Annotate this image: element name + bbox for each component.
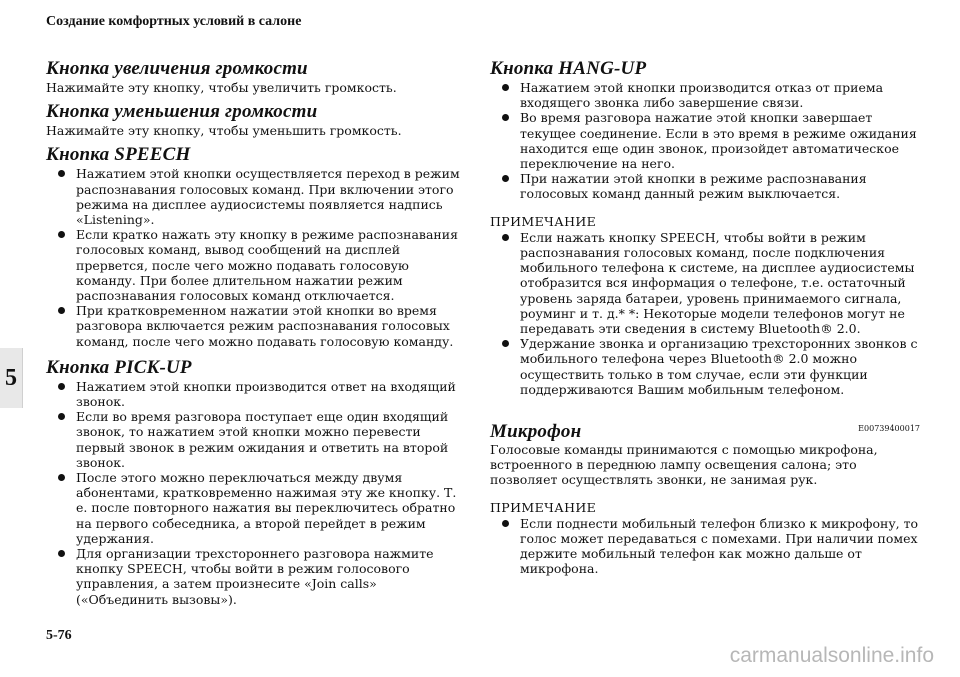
section-title-speech: Кнопка SPEECH	[46, 144, 191, 166]
section-volume-up	[46, 58, 461, 95]
note-block-1	[490, 214, 920, 397]
bullet-item: Во время разговора нажатие этой кнопки завершает текущее соединение. Если в это время в режиме ожидания находится еще один звонок, произойдет автоматическое переключение на него.	[490, 110, 920, 171]
watermark: carmanualsonline.info	[729, 644, 934, 667]
section-speech	[46, 144, 461, 348]
bullet-item: Для организации трехстороннего разговора нажмите кнопку SPEECH, чтобы войти в режим голосового управления, а затем произнесите «Join calls» («Объединить вызовы»).	[46, 546, 461, 607]
bullet-item: При кратковременном нажатии этой кнопки во время разговора включается режим распознавания голосовых команд, после чего можно подавать голосовую команду.	[46, 303, 461, 349]
bullet-item: При нажатии этой кнопки в режиме распознавания голосовых команд данный режим выключается.	[490, 171, 920, 201]
bullet-item: Если кратко нажать эту кнопку в режиме распознавания голосовых команд, вывод сообщений на дисплей прервется, после чего можно подавать голосовую команду. При более длительном нажатии режим распознавания голосовых команд отключается.	[46, 227, 461, 303]
bullet-list-speech	[46, 166, 461, 348]
bullet-item: После этого можно переключаться между двумя абонентами, кратковременно нажимая эту же кнопку. Т. е. после повторного нажатия вы переключитесь обратно на первого собеседника, а второй перейдет в режим удержания.	[46, 470, 461, 546]
section-title-pickup: Кнопка PICK-UP	[46, 356, 192, 378]
page-number: 5-76	[46, 628, 72, 643]
section-hangup	[490, 58, 920, 202]
section-title-hangup: Кнопка HANG-UP	[490, 58, 647, 79]
section-text-volume-up: Нажимайте эту кнопку, чтобы увеличить громкость.	[46, 80, 397, 95]
microphone-heading-row	[490, 415, 920, 442]
bullet-list-note-2	[490, 516, 920, 577]
chapter-tab: 5	[0, 348, 23, 408]
bullet-list-hangup	[490, 80, 920, 202]
section-volume-down	[46, 101, 461, 138]
right-column	[490, 52, 920, 585]
note-label: ПРИМЕЧАНИЕ	[490, 213, 597, 229]
bullet-item: Нажатием этой кнопки производится ответ на входящий звонок.	[46, 379, 461, 409]
section-microphone	[490, 415, 920, 488]
bullet-item: Нажатием этой кнопки осуществляется переход в режим распознавания голосовых команд. При включении этого режима на дисплее аудиосистемы появляется надпись «Listening».	[46, 166, 461, 227]
section-title-volume-up: Кнопка увеличения громкости	[46, 58, 308, 79]
section-title-microphone: Микрофон	[490, 421, 582, 443]
bullet-list-note-1	[490, 230, 920, 397]
left-column	[46, 52, 461, 615]
bullet-item: Нажатием этой кнопки производится отказ от приема входящего звонка либо завершение связи.	[490, 80, 920, 110]
note-block-2	[490, 500, 920, 577]
section-text-microphone: Голосовые команды принимаются с помощью микрофона, встроенного в переднюю лампу освещения салона; это позволяет осуществлять звонки, не занимая рук.	[490, 442, 878, 488]
bullet-list-pickup	[46, 379, 461, 607]
section-title-volume-down: Кнопка уменьшения громкости	[46, 101, 318, 123]
bullet-item: Если поднести мобильный телефон близко к микрофону, то голос может передаваться с помехами. При наличии помех держите мобильный телефон как можно дальше от микрофона.	[490, 516, 920, 577]
bullet-item: Если во время разговора поступает еще один входящий звонок, то нажатием этой кнопки можно перевести первый звонок в режим ожидания и ответить на второй звонок.	[46, 409, 461, 470]
bullet-item: Если нажать кнопку SPEECH, чтобы войти в режим распознавания голосовых команд, после подключения мобильного телефона к системе, на дисплее аудиосистемы отобразится вся информация о телефоне, т.е. остаточный уровень заряда батареи, уровень принимаемого сигнала, роуминг и т. д.* *: Некоторые модели телефонов могут не передавать эти сведения в систему Bluetooth® 2.0.	[490, 230, 920, 336]
bullet-item: Удержание звонка и организацию трехсторонних звонков с мобильного телефона через Bluetooth® 2.0 можно осуществить только в том случае, если эти функции поддерживаются Вашим мобильным телефоном.	[490, 336, 920, 397]
section-code: E00739400017	[858, 423, 920, 433]
running-header: Создание комфортных условий в салоне	[46, 14, 302, 29]
section-pickup	[46, 357, 461, 607]
section-text-volume-down: Нажимайте эту кнопку, чтобы уменьшить громкость.	[46, 123, 402, 139]
note-label: ПРИМЕЧАНИЕ	[490, 499, 597, 515]
